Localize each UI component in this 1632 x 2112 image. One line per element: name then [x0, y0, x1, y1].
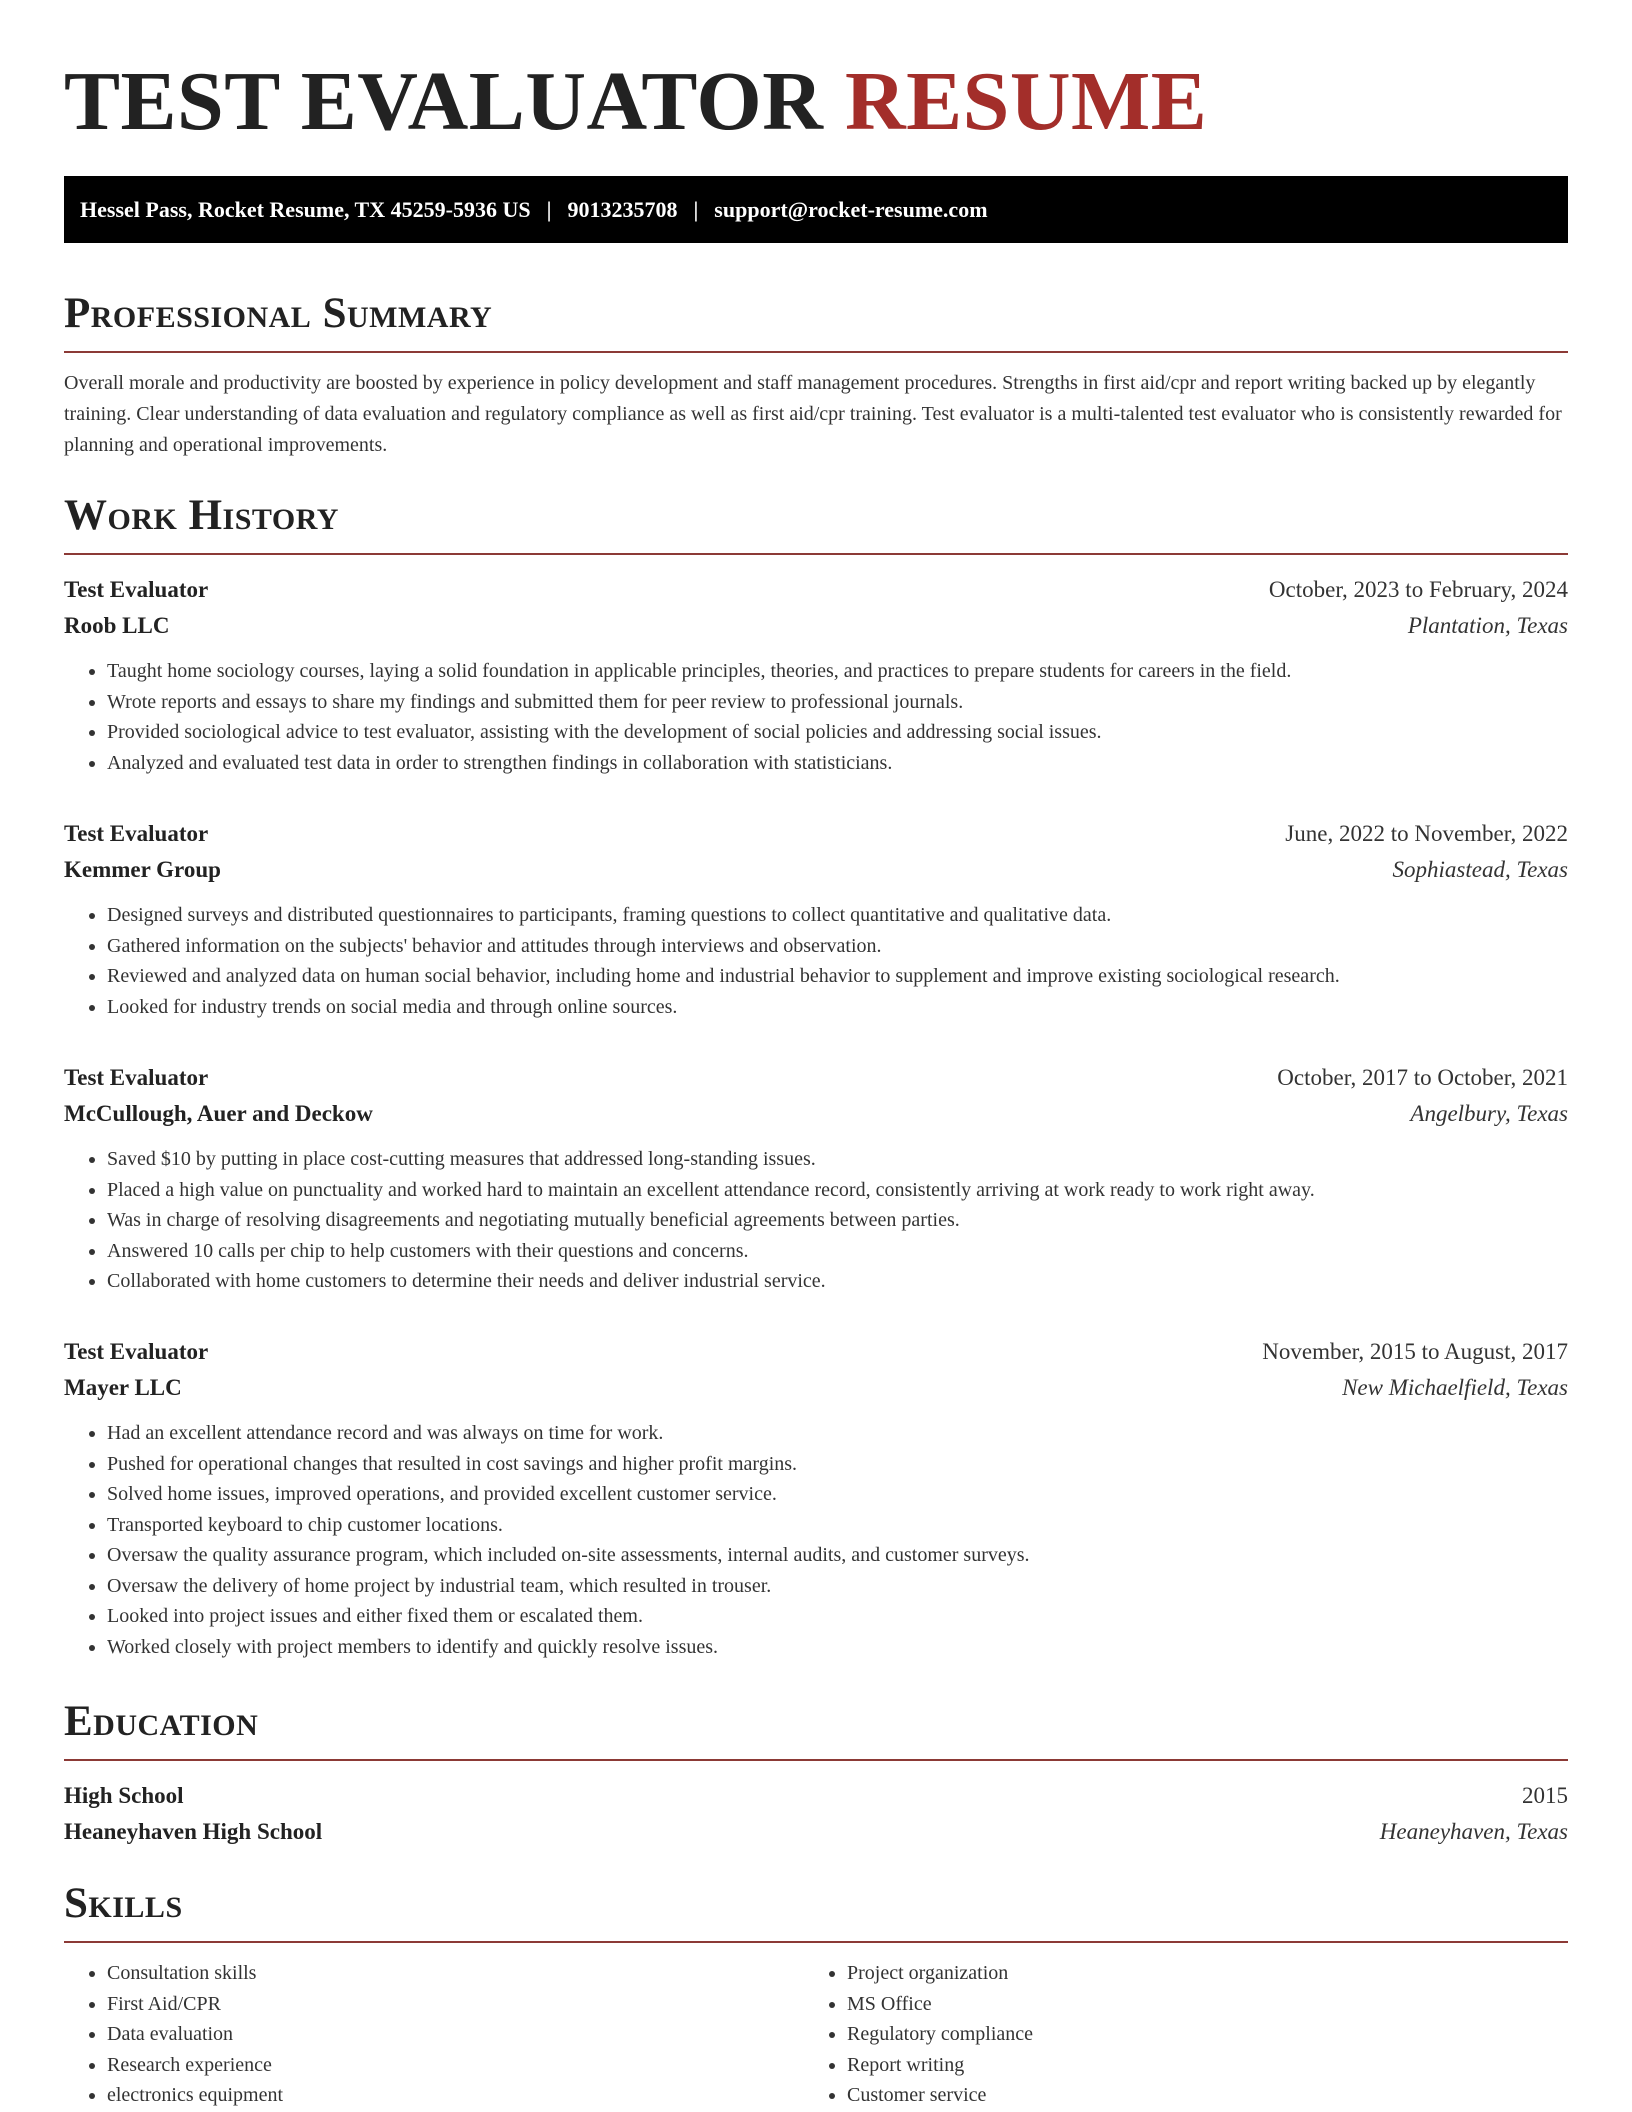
job-dates: October, 2023 to February, 2024	[1268, 577, 1568, 602]
section-divider	[64, 553, 1568, 555]
skill-item: • MS Office	[847, 1989, 1033, 2020]
summary-heading: Professional Summary	[64, 290, 493, 337]
job-duty: • Gathered information on the subjects' behavior and attitudes through interviews and observation.	[107, 931, 1568, 962]
contact-separator: |	[546, 196, 552, 222]
education-school: Heaneyhaven High School	[64, 1819, 323, 1844]
job-entry	[64, 1060, 1568, 1297]
job-duty: • Had an excellent attendance record and was always on time for work.	[107, 1418, 1568, 1449]
job-entry	[64, 816, 1568, 1022]
job-duty: • Looked for industry trends on social media and through online sources.	[107, 992, 1568, 1023]
job-duty: • Pushed for operational changes that resulted in cost savings and higher profit margins.	[107, 1449, 1568, 1480]
job-duty: • Answered 10 calls per chip to help customers with their questions and concerns.	[107, 1236, 1568, 1267]
title-main: TEST EVALUATOR	[64, 55, 824, 148]
job-location: Plantation, Texas	[1407, 613, 1568, 638]
job-title: Test Evaluator	[64, 1065, 209, 1090]
job-title: Test Evaluator	[64, 1339, 209, 1364]
title-accent: RESUME	[844, 55, 1208, 148]
job-duty: • Oversaw the delivery of home project by industrial team, which resulted in trouser.	[107, 1571, 1568, 1602]
job-duty: • Solved home issues, improved operations, and provided excellent customer service.	[107, 1479, 1568, 1510]
skill-item: • Report writing	[847, 2050, 1033, 2081]
contact-separator: |	[693, 196, 699, 222]
job-location: Sophiastead, Texas	[1392, 857, 1568, 882]
job-duties	[64, 1144, 1568, 1297]
resume-title	[64, 52, 1207, 152]
work-history-heading: Work History	[64, 492, 339, 539]
job-duty: • Wrote reports and essays to share my findings and submitted them for peer review to professional journals.	[107, 687, 1568, 718]
job-entry	[64, 572, 1568, 778]
job-company: Mayer LLC	[64, 1375, 182, 1400]
skills-heading: Skills	[64, 1880, 183, 1927]
job-location: New Michaelfield, Texas	[1342, 1375, 1568, 1400]
job-duty: • Collaborated with home customers to determine their needs and deliver industrial service.	[107, 1266, 1568, 1297]
skill-item: • Research experience	[107, 2050, 283, 2081]
education-heading: Education	[64, 1698, 259, 1745]
education-year: 2015	[1522, 1783, 1568, 1808]
skills-column-right	[804, 1958, 1033, 2111]
job-duties	[64, 656, 1568, 778]
job-duty: • Analyzed and evaluated test data in order to strengthen findings in collaboration with statisticians.	[107, 748, 1568, 779]
job-duties	[64, 1418, 1568, 1662]
section-divider	[64, 1759, 1568, 1761]
education-entry	[64, 1778, 1568, 1850]
job-duty: • Provided sociological advice to test evaluator, assisting with the development of social policies and addressing social issues.	[107, 717, 1568, 748]
job-duty: • Saved $10 by putting in place cost-cutting measures that addressed long-standing issues.	[107, 1144, 1568, 1175]
skill-item: • Regulatory compliance	[847, 2019, 1033, 2050]
job-title: Test Evaluator	[64, 821, 209, 846]
job-duty: • Taught home sociology courses, laying a solid foundation in applicable principles, theories, and practices to prepare students for careers in the field.	[107, 656, 1568, 687]
skill-item: • electronics equipment	[107, 2080, 283, 2111]
education-location: Heaneyhaven, Texas	[1379, 1819, 1568, 1844]
job-dates: November, 2015 to August, 2017	[1262, 1339, 1568, 1364]
job-dates: October, 2017 to October, 2021	[1277, 1065, 1568, 1090]
job-duty: • Placed a high value on punctuality and worked hard to maintain an excellent attendance record, consistently arriving at work ready to work right away.	[107, 1175, 1568, 1206]
summary-text: Overall morale and productivity are boosted by experience in policy development and staff management procedures. Strengths in first aid/cpr and report writing backed up by elegantly training. Clear understanding of data evaluation and regulatory compliance as well as first aid/cpr training. Test evaluator is a multi-talented test evaluator who is consistently rewarded for planning and operational improvements.	[64, 372, 1562, 456]
skill-item: • First Aid/CPR	[107, 1989, 283, 2020]
job-entry	[64, 1334, 1568, 1662]
job-duty: • Looked into project issues and either fixed them or escalated them.	[107, 1601, 1568, 1632]
job-company: Kemmer Group	[64, 857, 221, 882]
contact-phone[interactable]: 9013235708	[567, 196, 678, 222]
job-title: Test Evaluator	[64, 577, 209, 602]
job-duty: • Was in charge of resolving disagreements and negotiating mutually beneficial agreements between parties.	[107, 1205, 1568, 1236]
job-company: McCullough, Auer and Deckow	[64, 1101, 373, 1126]
job-dates: June, 2022 to November, 2022	[1285, 821, 1568, 846]
education-degree: High School	[64, 1783, 184, 1808]
skills-column-left	[64, 1958, 283, 2111]
job-duty: • Oversaw the quality assurance program, which included on-site assessments, internal audits, and customer surveys.	[107, 1540, 1568, 1571]
job-duties	[64, 900, 1568, 1022]
skill-item: • Customer service	[847, 2080, 1033, 2111]
job-duty: • Transported keyboard to chip customer locations.	[107, 1510, 1568, 1541]
job-company: Roob LLC	[64, 613, 170, 638]
job-location: Angelbury, Texas	[1410, 1101, 1568, 1126]
skill-item: • Consultation skills	[107, 1958, 283, 1989]
contact-email[interactable]: support@rocket-resume.com	[714, 196, 988, 222]
contact-bar	[64, 176, 1568, 243]
job-duty: • Designed surveys and distributed questionnaires to participants, framing questions to collect quantitative and qualitative data.	[107, 900, 1568, 931]
contact-address: Hessel Pass, Rocket Resume, TX 45259-5936 US	[80, 196, 531, 222]
job-duty: • Worked closely with project members to identify and quickly resolve issues.	[107, 1632, 1568, 1663]
job-duty: • Reviewed and analyzed data on human social behavior, including home and industrial behavior to supplement and improve existing sociological research.	[107, 961, 1568, 992]
skill-item: • Data evaluation	[107, 2019, 283, 2050]
skill-item: • Project organization	[847, 1958, 1033, 1989]
section-divider	[64, 1941, 1568, 1943]
section-divider	[64, 351, 1568, 353]
